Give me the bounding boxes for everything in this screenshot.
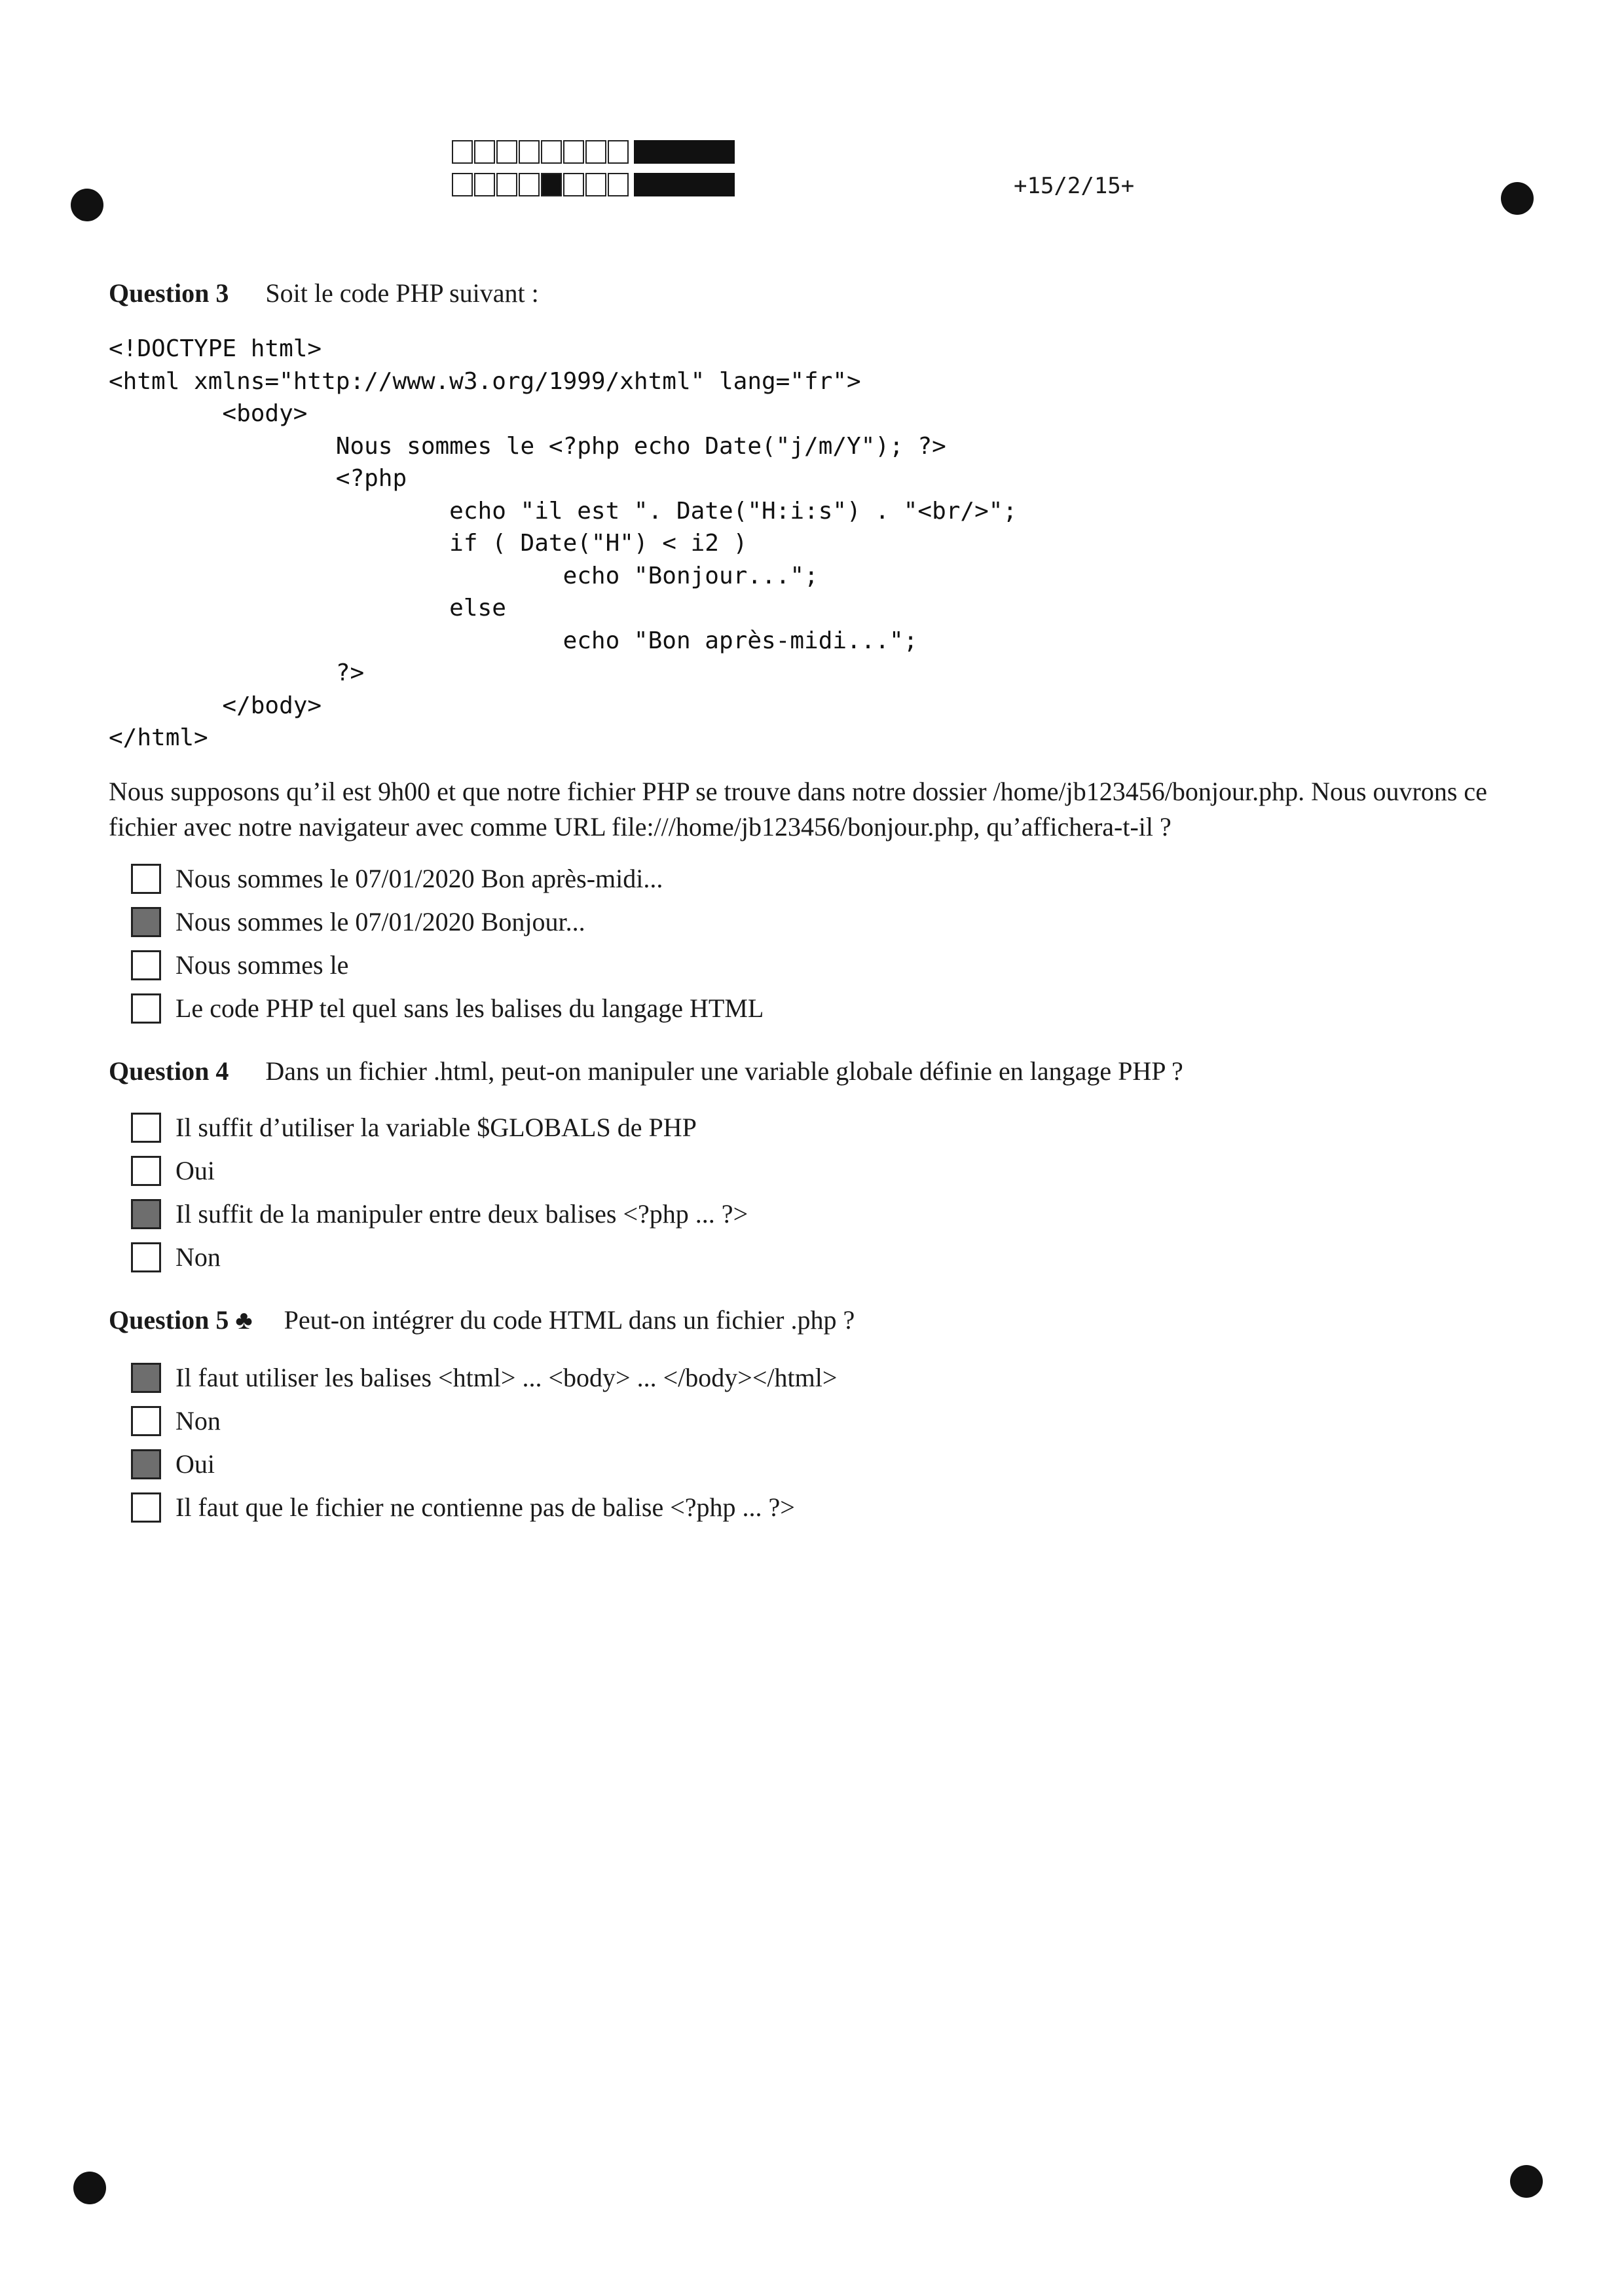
registration-mark-top-left [71, 189, 103, 221]
question-4-text: Dans un fichier .html, peut-on manipuler une variable globale définie en langage PHP ? [265, 1056, 1183, 1086]
question-4-option-4[interactable] [131, 1242, 221, 1272]
question-4-option-1[interactable] [131, 1112, 697, 1143]
checkbox[interactable] [131, 1406, 161, 1436]
option-label: Nous sommes le 07/01/2020 Bon après-midi... [175, 864, 663, 893]
question-5-option-4[interactable] [131, 1492, 795, 1523]
registration-mark-bottom-left [73, 2172, 106, 2204]
option-label: Non [175, 1406, 221, 1435]
question-3-option-1[interactable] [131, 863, 663, 894]
question-3-heading [109, 278, 539, 308]
checkbox[interactable] [131, 1156, 161, 1186]
question-4-option-3[interactable] [131, 1198, 748, 1229]
question-3-option-3[interactable] [131, 950, 348, 980]
question-3-followup: Nous supposons qu’il est 9h00 et que notre fichier PHP se trouve dans notre dossier /home/jb123456/bonjour.php. Nous ouvrons ce fichier avec notre navigateur avec comme URL file:///home/jb123456/bonjour.php, qu’affichera-t-il ? [109, 777, 1487, 842]
question-3-option-2[interactable] [131, 906, 585, 937]
checkbox[interactable] [131, 1242, 161, 1272]
question-5-option-1[interactable] [131, 1362, 837, 1393]
question-4-heading [109, 1056, 1183, 1086]
option-label: Oui [175, 1449, 215, 1479]
option-label: Oui [175, 1156, 215, 1185]
option-label: Le code PHP tel quel sans les balises du langage HTML [175, 993, 764, 1023]
checkbox-checked[interactable] [131, 1363, 161, 1393]
option-label: Il suffit d’utiliser la variable $GLOBALS de PHP [175, 1113, 697, 1142]
question-3-label: Question 3 [109, 278, 229, 308]
question-3-option-4[interactable] [131, 993, 764, 1024]
php-code-block: <!DOCTYPE html> <html xmlns="http://www.w3.org/1999/xhtml" lang="fr"> <body> Nous sommes le <?php echo Date("j/m/Y"); ?> <?php echo "il est ". Date("H:i:s") . "<br/>"; if ( Date("H") < i2 ) echo "Bonjour..."; else echo "Bon après-midi..."; ?> </body> </html> [109, 335, 1018, 751]
option-label: Il faut que le fichier ne contienne pas de balise <?php ... ?> [175, 1492, 795, 1522]
option-label: Nous sommes le [175, 950, 349, 980]
question-4-label: Question 4 [109, 1056, 229, 1086]
question-4-option-2[interactable] [131, 1155, 215, 1186]
question-5-label: Question 5 ♣ [109, 1305, 253, 1335]
question-5-heading [109, 1305, 855, 1335]
question-3-text: Soit le code PHP suivant : [265, 278, 539, 308]
option-label: Il suffit de la manipuler entre deux balises <?php ... ?> [175, 1199, 748, 1229]
checkbox[interactable] [131, 1492, 161, 1523]
question-5-option-3[interactable] [131, 1449, 215, 1479]
option-label: Nous sommes le 07/01/2020 Bonjour... [175, 907, 585, 936]
checkbox-checked[interactable] [131, 907, 161, 937]
checkbox[interactable] [131, 864, 161, 894]
question-5-option-2[interactable] [131, 1405, 221, 1436]
checkbox[interactable] [131, 993, 161, 1024]
checkbox-checked[interactable] [131, 1199, 161, 1229]
barcode-row-2 [452, 173, 735, 196]
checkbox-checked[interactable] [131, 1449, 161, 1479]
barcode-row-1 [452, 140, 735, 164]
option-label: Il faut utiliser les balises <html> ... <body> ... </body></html> [175, 1363, 838, 1392]
registration-mark-bottom-right [1510, 2165, 1543, 2198]
option-label: Non [175, 1242, 221, 1272]
question-5-text: Peut-on intégrer du code HTML dans un fichier .php ? [284, 1305, 855, 1335]
checkbox[interactable] [131, 1113, 161, 1143]
checkbox[interactable] [131, 950, 161, 980]
registration-mark-top-right [1501, 182, 1534, 215]
page-id: +15/2/15+ [1014, 173, 1135, 199]
